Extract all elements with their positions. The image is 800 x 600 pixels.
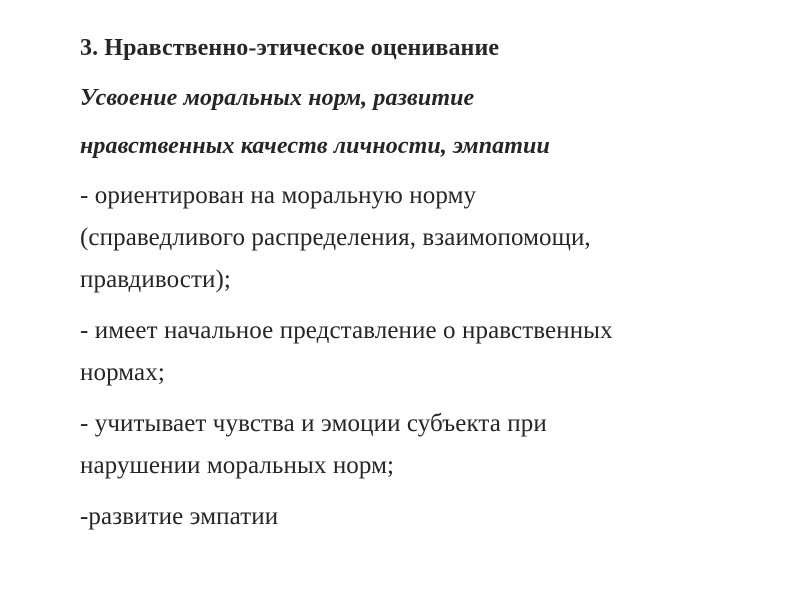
- subheading-line-2: нравственных качеств личности, эмпатии: [80, 133, 550, 159]
- slide-heading: 3. Нравственно-этическое оценивание: [80, 35, 500, 61]
- body-line-5: нормах;: [80, 359, 165, 386]
- body-line-1: - ориентирован на моральную норму: [80, 182, 477, 209]
- body-line-6: - учитывает чувства и эмоции субъекта при: [80, 410, 547, 437]
- body-line-4: - имеет начальное представление о нравственных: [80, 317, 613, 344]
- body-line-3: правдивости);: [80, 266, 231, 293]
- body-line-7: нарушении моральных норм;: [80, 452, 395, 479]
- body-line-8: -развитие эмпатии: [80, 503, 279, 530]
- body-line-2: (справедливого распределения, взаимопомощи,: [80, 224, 591, 251]
- subheading-line-1: Усвоение моральных норм, развитие: [80, 85, 475, 111]
